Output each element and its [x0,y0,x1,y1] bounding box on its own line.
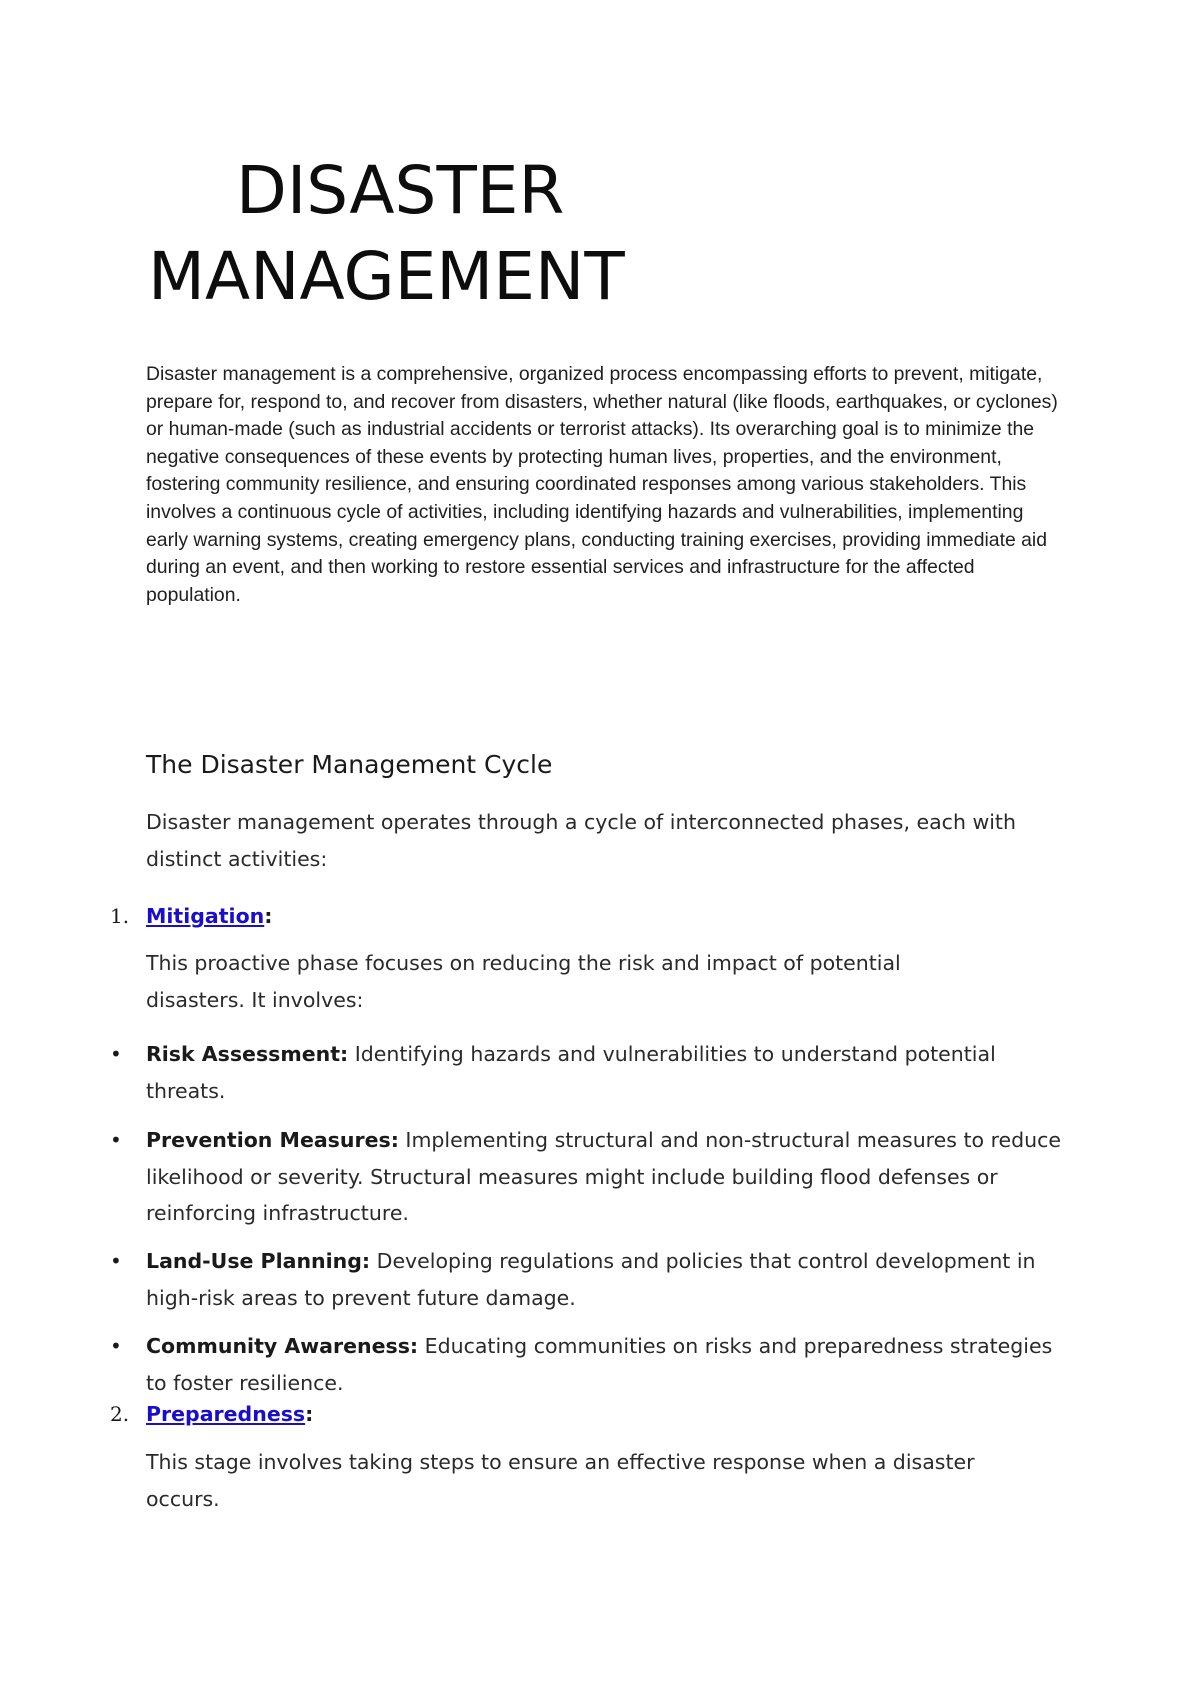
document-title [148,148,625,320]
preparedness-link[interactable]: Preparedness [146,1402,306,1426]
phase-item-mitigation [110,898,272,935]
bullet-term: Community Awareness: [146,1334,419,1358]
phase-colon: : [264,904,273,928]
list-item [110,1243,1070,1316]
bullet-term: Prevention Measures: [146,1128,399,1152]
bullet-text: Implementing structural and non-structural measures to reduce likelihood or severity. Structural measures might include building flood defenses or reinforcing infrastructure. [146,1128,1062,1225]
bullet-text: Educating communities on risks and preparedness strategies to foster resilience. [146,1334,1053,1395]
phase-item-preparedness [110,1396,313,1433]
bullet-term: Risk Assessment: [146,1042,349,1066]
list-item [110,1328,1070,1401]
list-number: 2. [110,1402,130,1426]
list-item [110,1122,1070,1232]
list-item [110,1036,1070,1109]
bullet-term: Land-Use Planning: [146,1249,371,1273]
bullet-icon: • [110,1042,122,1066]
bullet-icon: • [110,1249,122,1273]
mitigation-link[interactable]: Mitigation [146,904,265,928]
mitigation-description: This proactive phase focuses on reducing the risk and impact of potential disasters. It involves: [146,951,901,1012]
list-number: 1. [110,904,130,928]
bullet-icon: • [110,1128,122,1152]
intro-paragraph: Disaster management is a comprehensive, organized process encompassing efforts to prevent, mitigate, prepare for, respond to, and recover from disasters, whether natural (like floods, earthquakes, or cyclones) or human-made (such as industrial accidents or terrorist attacks). Its overarching goal is to minimize the negative consequences of these events by protecting human lives, properties, and the environment, fostering community resilience, and ensuring coordinated responses among various stakeholders. This involves a continuous cycle of activities, including identifying hazards and vulnerabilities, implementing early warning systems, creating emergency plans, conducting training exercises, providing immediate aid during an event, and then working to restore essential services and infrastructure for the affected population. [146,363,1058,606]
bullet-text: Identifying hazards and vulnerabilities to understand potential threats. [146,1042,996,1103]
preparedness-description: This stage involves taking steps to ensure an effective response when a disaster occurs. [146,1450,975,1511]
section-heading: The Disaster Management Cycle [146,750,553,779]
cycle-intro-paragraph: Disaster management operates through a cycle of interconnected phases, each with distinct activities: [146,810,1016,871]
title-line-1: DISASTER [236,152,565,229]
phase-colon: : [305,1402,314,1426]
title-line-2: MANAGEMENT [148,238,625,315]
bullet-icon: • [110,1334,122,1358]
bullet-text: Developing regulations and policies that control development in high-risk areas to prevent future damage. [146,1249,1036,1310]
